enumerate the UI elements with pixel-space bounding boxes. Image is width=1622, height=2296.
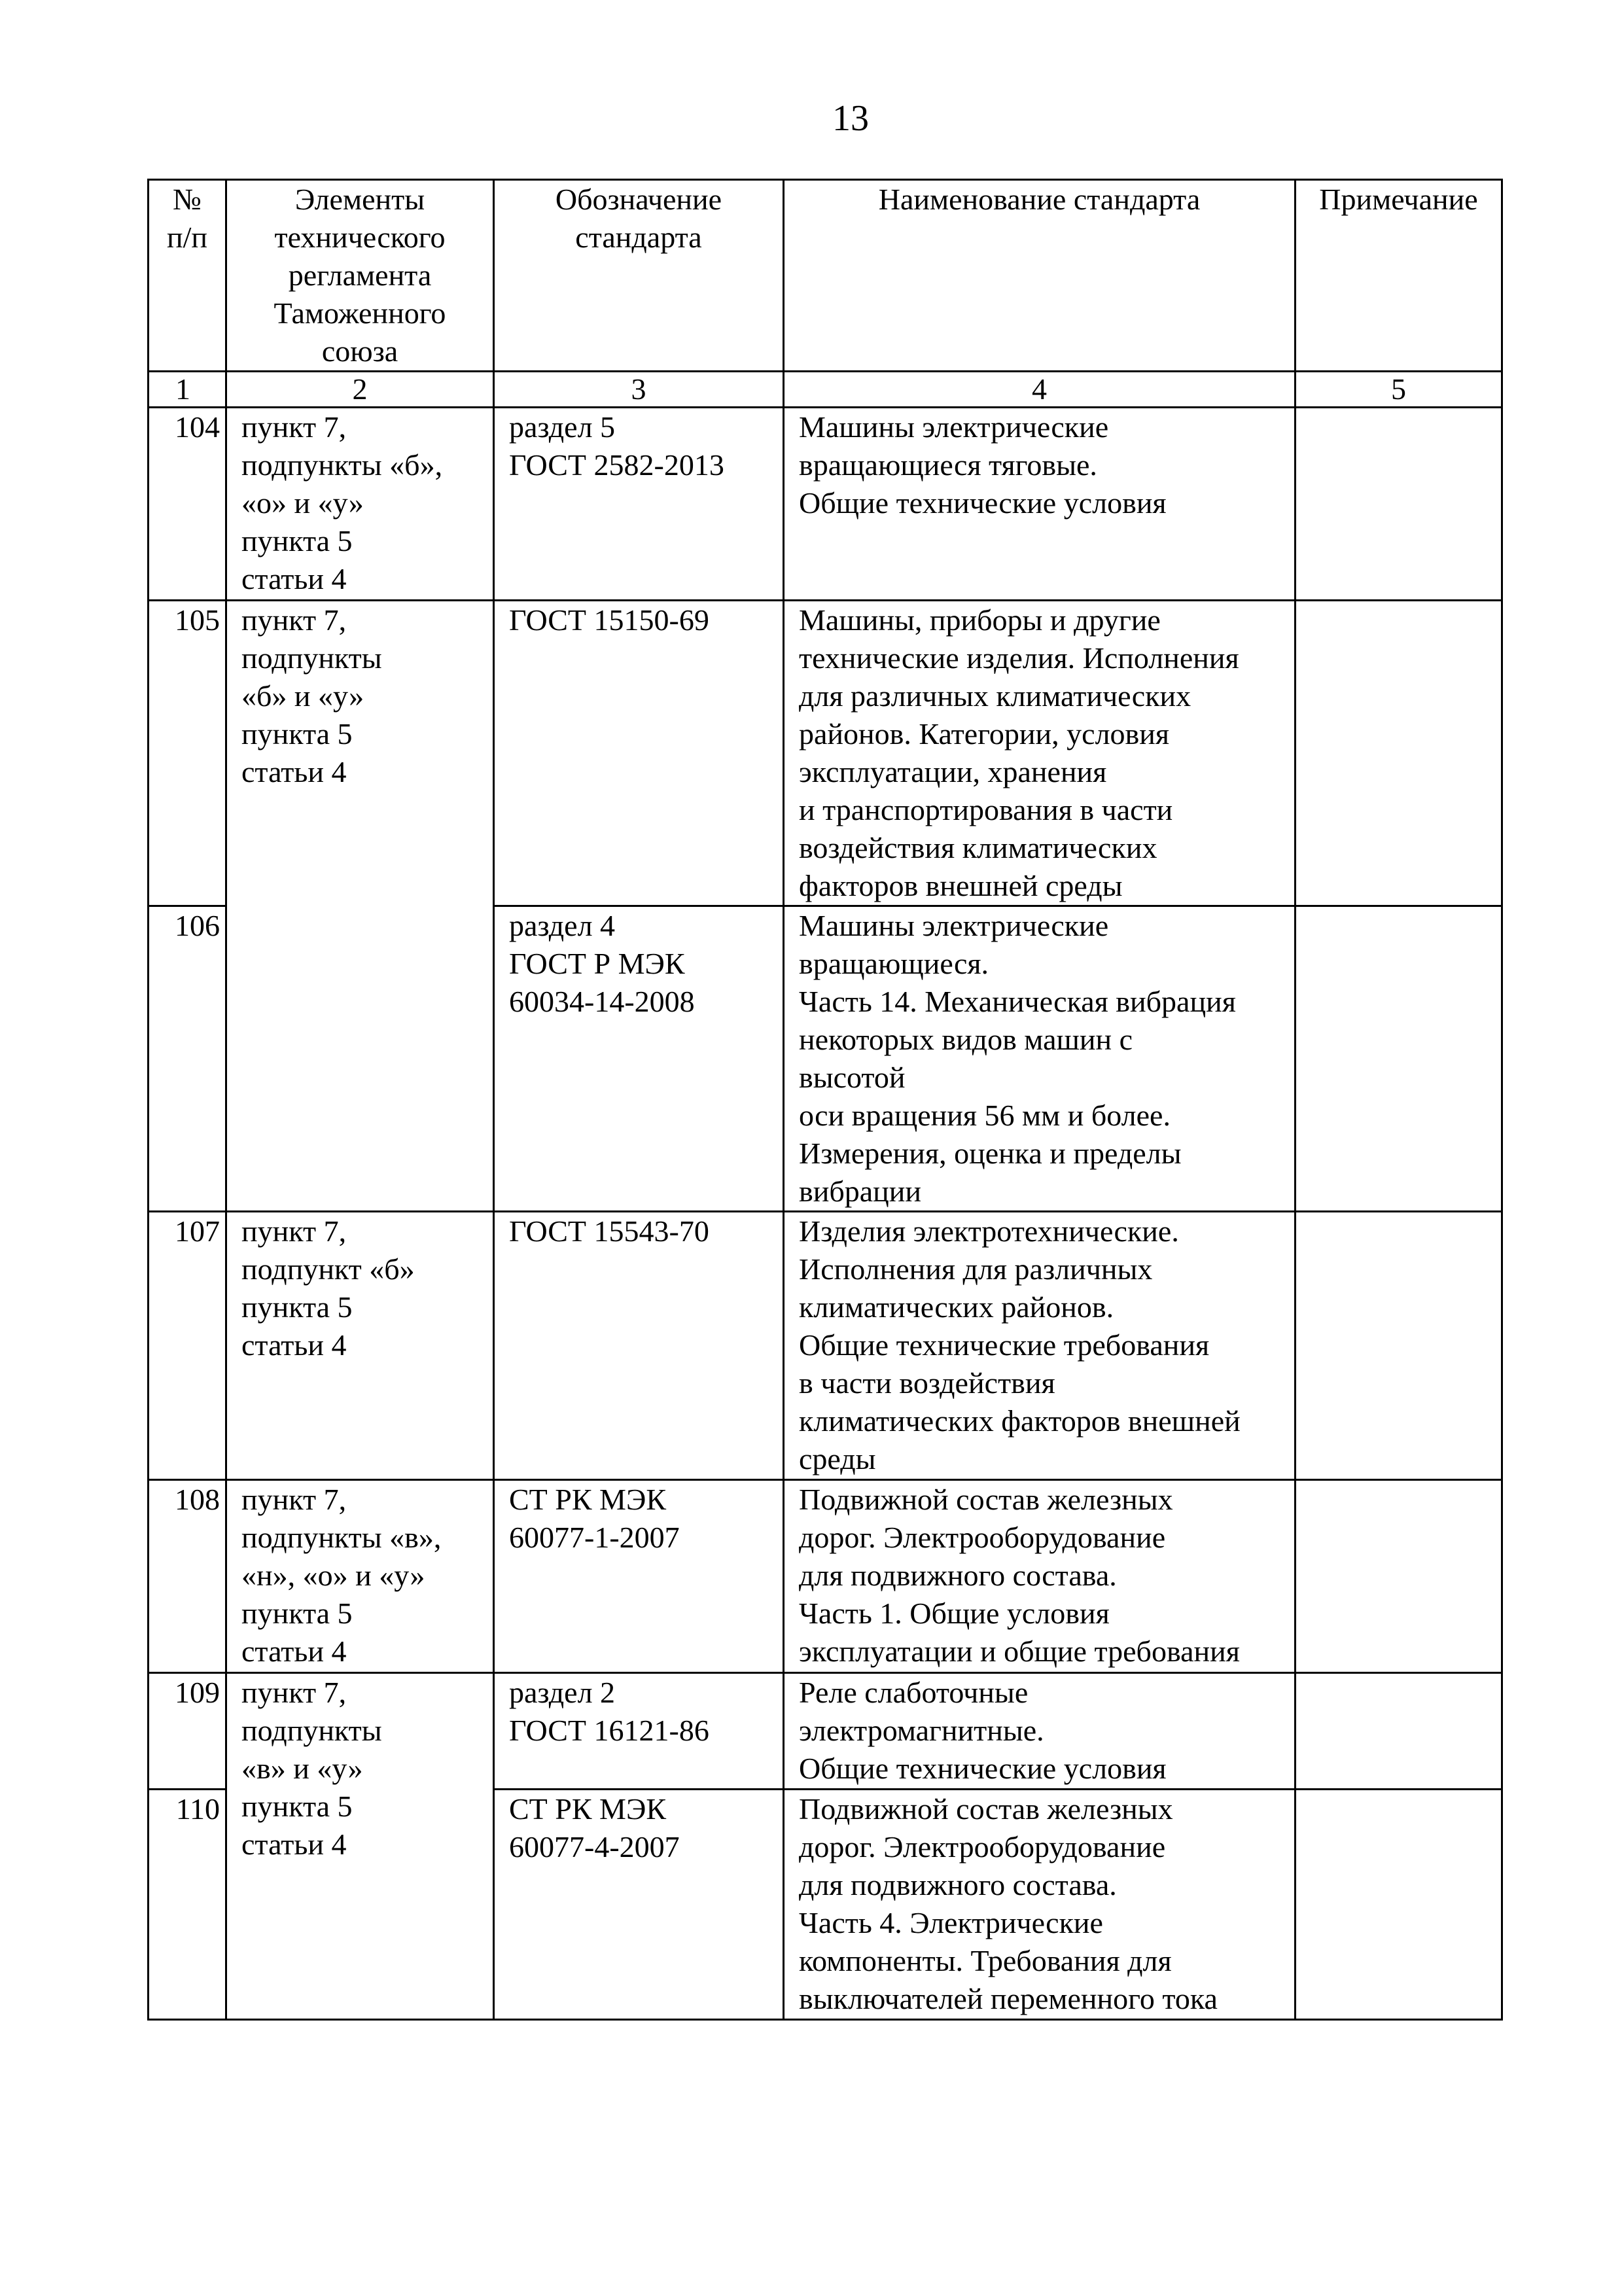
table-row: [149, 1673, 1502, 1790]
column-number: 1: [149, 372, 226, 408]
row-number: 105: [149, 601, 226, 906]
column-number: 2: [226, 372, 494, 408]
header-name: Наименование стандарта: [784, 180, 1296, 372]
row-designation: раздел 2 ГОСТ 16121-86: [494, 1673, 784, 1790]
row-number: 108: [149, 1480, 226, 1673]
row-note: [1296, 408, 1502, 601]
row-elements: пункт 7, подпункты «б», «о» и «у» пункта 5 статьи 4: [226, 408, 494, 601]
table-row: [149, 1480, 1502, 1673]
row-note: [1296, 601, 1502, 906]
row-standard-name: Подвижной состав железных дорог. Электрооборудование для подвижного состава. Часть 1. Общие условия эксплуатации и общие требования: [784, 1480, 1296, 1673]
row-designation: ГОСТ 15543-70: [494, 1212, 784, 1480]
row-standard-name: Машины электрические вращающиеся. Часть 14. Механическая вибрация некоторых видов машин с высотой оси вращения 56 мм и более. Измерения, оценка и пределы вибрации: [784, 906, 1296, 1212]
row-elements: пункт 7, подпункты «б» и «у» пункта 5 статьи 4: [226, 601, 494, 1212]
row-elements: пункт 7, подпункты «в» и «у» пункта 5 статьи 4: [226, 1673, 494, 2020]
row-elements: пункт 7, подпункт «б» пункта 5 статьи 4: [226, 1212, 494, 1480]
column-number: 3: [494, 372, 784, 408]
row-note: [1296, 1212, 1502, 1480]
column-numbers-row: [149, 372, 1502, 408]
column-number: 5: [1296, 372, 1502, 408]
row-note: [1296, 1790, 1502, 2020]
table-row: [149, 408, 1502, 601]
page-number: 13: [832, 98, 869, 139]
header-elements: Элементы технического регламента Таможенного союза: [226, 180, 494, 372]
header-note: Примечание: [1296, 180, 1502, 372]
row-number: 106: [149, 906, 226, 1212]
row-designation: раздел 4 ГОСТ Р МЭК 60034-14-2008: [494, 906, 784, 1212]
row-note: [1296, 1480, 1502, 1673]
column-number: 4: [784, 372, 1296, 408]
row-designation: СТ РК МЭК 60077-1-2007: [494, 1480, 784, 1673]
row-designation: СТ РК МЭК 60077-4-2007: [494, 1790, 784, 2020]
header-designation: Обозначение стандарта: [494, 180, 784, 372]
row-number: 110: [149, 1790, 226, 2020]
row-standard-name: Машины электрические вращающиеся тяговые. Общие технические условия: [784, 408, 1296, 601]
row-standard-name: Подвижной состав железных дорог. Электрооборудование для подвижного состава. Часть 4. Электрические компоненты. Требования для выключателей переменного тока: [784, 1790, 1296, 2020]
row-designation: ГОСТ 15150-69: [494, 601, 784, 906]
table-row: [149, 1212, 1502, 1480]
row-note: [1296, 906, 1502, 1212]
header-num: № п/п: [149, 180, 226, 372]
row-number: 104: [149, 408, 226, 601]
row-standard-name: Реле слаботочные электромагнитные. Общие технические условия: [784, 1673, 1296, 1790]
table-row: [149, 601, 1502, 906]
row-number: 109: [149, 1673, 226, 1790]
row-standard-name: Машины, приборы и другие технические изделия. Исполнения для различных климатических районов. Категории, условия эксплуатации, хранения и транспортирования в части воздействия климатических факторов внешней среды: [784, 601, 1296, 906]
standards-table: [147, 179, 1503, 2021]
row-note: [1296, 1673, 1502, 1790]
row-standard-name: Изделия электротехнические. Исполнения для различных климатических районов. Общие технические требования в части воздействия климатических факторов внешней среды: [784, 1212, 1296, 1480]
row-designation: раздел 5 ГОСТ 2582-2013: [494, 408, 784, 601]
row-elements: пункт 7, подпункты «в», «н», «о» и «у» пункта 5 статьи 4: [226, 1480, 494, 1673]
row-number: 107: [149, 1212, 226, 1480]
